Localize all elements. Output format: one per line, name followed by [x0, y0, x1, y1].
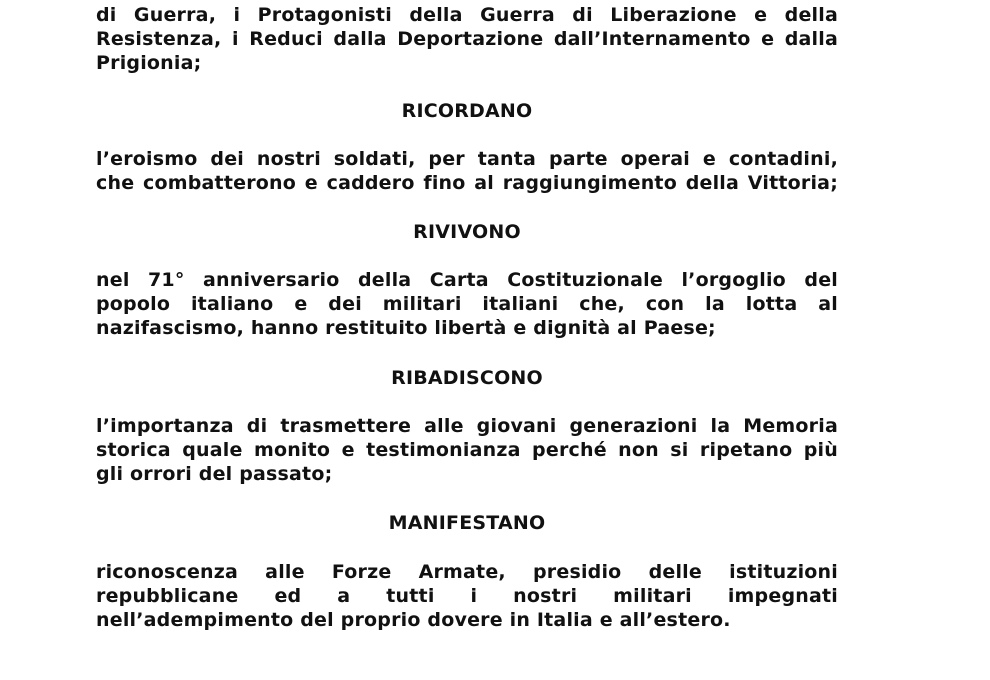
text-line: storica quale monito e testimonianza perché non si ripetano più: [96, 439, 838, 461]
text-line: di Guerra, i Protagonisti della Guerra di Liberazione e della: [96, 4, 838, 26]
text-line: gli orrori del passato;: [96, 463, 333, 485]
text-line: Resistenza, i Reduci dalla Deportazione dall’Internamento e dalla: [96, 28, 838, 50]
text-line: nell’adempimento del proprio dovere in Italia e all’estero.: [96, 609, 731, 631]
paragraph-manifestano: [96, 560, 838, 632]
text-line: Prigionia;: [96, 52, 202, 74]
heading-ribadiscono: RIBADISCONO: [391, 367, 543, 389]
paragraph-ricordano: [96, 147, 838, 195]
text-line: l’importanza di trasmettere alle giovani generazioni la Memoria: [96, 415, 838, 437]
heading-ricordano: RICORDANO: [401, 100, 533, 122]
paragraph-ribadiscono: [96, 414, 838, 486]
text-line: popolo italiano e dei militari italiani che, con la lotta al: [96, 293, 838, 315]
text-line: nel 71° anniversario della Carta Costituzionale l’orgoglio del: [96, 269, 838, 291]
text-line: repubblicane ed a tutti i nostri militari impegnati: [96, 585, 838, 607]
heading-manifestano: MANIFESTANO: [388, 512, 546, 534]
intro-paragraph: [96, 3, 838, 75]
paragraph-rivivono: [96, 268, 838, 340]
text-line: riconoscenza alle Forze Armate, presidio delle istituzioni: [96, 561, 838, 583]
text-line: nazifascismo, hanno restituito libertà e dignità al Paese;: [96, 317, 716, 339]
text-line: l’eroismo dei nostri soldati, per tanta parte operai e contadini,: [96, 148, 838, 170]
heading-rivivono: RIVIVONO: [413, 221, 521, 243]
text-line: che combatterono e caddero fino al raggiungimento della Vittoria;: [96, 172, 838, 194]
